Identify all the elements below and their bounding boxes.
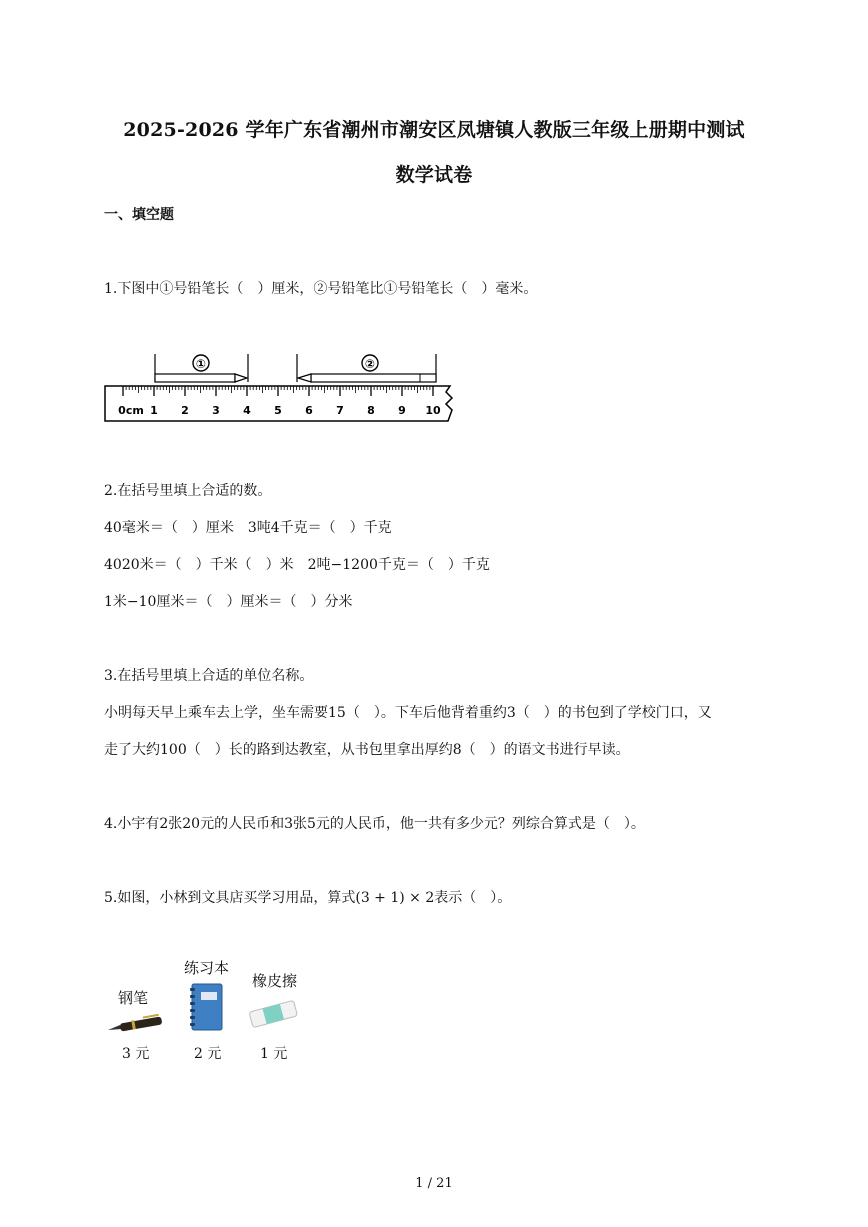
ruler-tick-label: 7 [336,404,344,417]
ruler-tick-label: 0cm [118,404,144,417]
item-pen-price: 3 元 [122,1046,150,1062]
item-notebook-price: 2 元 [194,1046,222,1062]
stationery-figure [104,950,324,1065]
question-4: 4.小宇有2张20元的人民币和3张5元的人民币，他一共有多少元？列综合算式是（ ）。 [104,816,645,832]
question-2-line2: 4020米＝（ ）千米（ ）米 2吨−1200千克＝（ ）千克 [104,557,490,573]
item-eraser-price: 1 元 [260,1046,288,1062]
ruler-tick-label: 1 [150,404,158,417]
ruler-tick-label: 6 [305,404,313,417]
pencil-1 [155,354,248,382]
question-5: 5.如图，小林到文具店买学习用品，算式(3 + 1) × 2表示（ ）。 [104,890,512,906]
pencil-2-label: ② [364,357,376,371]
eraser-icon [246,998,300,1028]
section-heading: 一、填空题 [104,207,174,223]
question-2-line3: 1米−10厘米＝（ ）厘米＝（ ）分米 [104,594,353,610]
page-number: 1 / 21 [415,1176,453,1191]
ruler-tick-label: 3 [212,404,220,417]
document-title-line2: 数学试卷 [395,164,473,186]
question-2-stem: 2.在括号里填上合适的数。 [104,483,272,499]
item-notebook-name: 练习本 [184,959,230,977]
question-2-line1: 40毫米＝（ ）厘米 3吨4千克＝（ ）千克 [104,520,392,536]
pencil-2 [297,354,436,382]
ruler-body [105,386,452,421]
ruler-tick-label: 5 [274,404,282,417]
question-3-line1: 小明每天早上乘车去上学，坐车需要15（ ）。下车后他背着重约3（ ）的书包到了学校门口，又 [104,705,712,721]
pencil-1-label: ① [195,357,207,371]
ruler-figure [100,346,460,428]
ruler-tick-label: 4 [243,404,251,417]
document-title-line1: 2025-2026 学年广东省潮州市潮安区凤塘镇人教版三年级上册期中测试 [123,119,745,141]
ruler-tick-label: 10 [425,404,441,417]
ruler-tick-label: 9 [398,404,406,417]
ruler-tick-label: 2 [181,404,189,417]
question-3-stem: 3.在括号里填上合适的单位名称。 [104,668,314,684]
pen-icon [106,1010,166,1034]
ruler-tick-label: 8 [367,404,375,417]
question-1: 1.下图中①号铅笔长（ ）厘米，②号铅笔比①号铅笔长（ ）毫米。 [104,281,538,297]
item-eraser-name: 橡皮擦 [252,972,298,990]
question-3-line2: 走了大约100（ ）长的路到达教室，从书包里拿出厚约8（ ）的语文书进行早读。 [104,742,630,758]
notebook-icon [189,982,225,1032]
item-pen-name: 钢笔 [118,989,149,1007]
